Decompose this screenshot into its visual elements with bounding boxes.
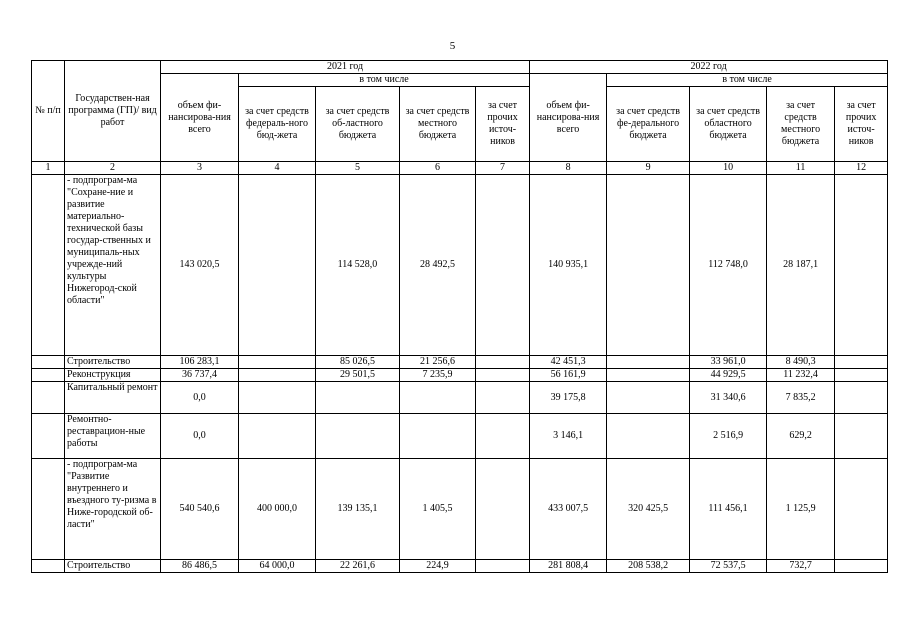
- header-2021-including: в том числе: [239, 74, 530, 87]
- header-2021-federal: за счет средств федераль-ного бюд-жета: [239, 87, 316, 162]
- row-number-cell: [32, 560, 65, 573]
- col-num-cell: 12: [835, 162, 888, 175]
- value-cell: [476, 459, 530, 560]
- value-cell: [476, 414, 530, 459]
- work-type-cell: Реконструкция: [65, 369, 161, 382]
- value-cell: 281 808,4: [530, 560, 607, 573]
- col-num-cell: 6: [400, 162, 476, 175]
- value-cell: 114 528,0: [316, 175, 400, 356]
- value-cell: [476, 175, 530, 356]
- col-num-cell: 3: [161, 162, 239, 175]
- value-cell: 28 492,5: [400, 175, 476, 356]
- value-cell: [239, 356, 316, 369]
- value-cell: [607, 175, 690, 356]
- work-type-cell: Ремонтно-реставрацион-ные работы: [65, 414, 161, 459]
- value-cell: 44 929,5: [690, 369, 767, 382]
- table-body: [32, 61, 888, 573]
- value-cell: 11 232,4: [767, 369, 835, 382]
- value-cell: 64 000,0: [239, 560, 316, 573]
- work-type-cell: Капитальный ремонт: [65, 382, 161, 414]
- value-cell: [835, 369, 888, 382]
- value-cell: 22 261,6: [316, 560, 400, 573]
- col-num-cell: 1: [32, 162, 65, 175]
- table-row: [32, 356, 888, 369]
- col-num-cell: 4: [239, 162, 316, 175]
- value-cell: 56 161,9: [530, 369, 607, 382]
- value-cell: 42 451,3: [530, 356, 607, 369]
- value-cell: [607, 414, 690, 459]
- table-row: [32, 382, 888, 414]
- table-row: [32, 560, 888, 573]
- value-cell: [239, 175, 316, 356]
- value-cell: 86 486,5: [161, 560, 239, 573]
- value-cell: 33 961,0: [690, 356, 767, 369]
- value-cell: [835, 459, 888, 560]
- value-cell: [835, 356, 888, 369]
- header-2022-federal: за счет средств фе-дерального бюджета: [607, 87, 690, 162]
- header-2022-including: в том числе: [607, 74, 888, 87]
- value-cell: [239, 414, 316, 459]
- value-cell: [607, 382, 690, 414]
- value-cell: 320 425,5: [607, 459, 690, 560]
- column-number-row: [32, 162, 888, 175]
- row-number-cell: [32, 382, 65, 414]
- work-type-cell: Строительство: [65, 560, 161, 573]
- work-type-cell: - подпрограм-ма "Сохране-ние и развитие материально-технической базы государ-ственных и муниципаль-ных учрежде-ний культуры Нижегород-ской области": [65, 175, 161, 356]
- work-type-cell: - подпрограм-ма "Развитие внутреннего и въездного ту-ризма в Ниже-городской об-ласти": [65, 459, 161, 560]
- table-row: [32, 175, 888, 356]
- value-cell: 629,2: [767, 414, 835, 459]
- value-cell: 28 187,1: [767, 175, 835, 356]
- value-cell: 29 501,5: [316, 369, 400, 382]
- value-cell: 732,7: [767, 560, 835, 573]
- value-cell: [316, 414, 400, 459]
- header-2022-local: за счет средств местного бюджета: [767, 87, 835, 162]
- value-cell: [400, 382, 476, 414]
- value-cell: 7 235,9: [400, 369, 476, 382]
- row-number-cell: [32, 369, 65, 382]
- value-cell: 540 540,6: [161, 459, 239, 560]
- row-number-cell: [32, 356, 65, 369]
- header-row-including: [32, 74, 888, 87]
- header-2022-other: за счет прочих источ-ников: [835, 87, 888, 162]
- value-cell: [835, 414, 888, 459]
- value-cell: [476, 369, 530, 382]
- col-num-cell: 11: [767, 162, 835, 175]
- value-cell: 36 737,4: [161, 369, 239, 382]
- table-row: [32, 414, 888, 459]
- header-2021-other: за счет прочих источ-ников: [476, 87, 530, 162]
- header-num: № п/п: [32, 61, 65, 162]
- col-num-cell: 10: [690, 162, 767, 175]
- col-num-cell: 9: [607, 162, 690, 175]
- value-cell: 31 340,6: [690, 382, 767, 414]
- row-number-cell: [32, 414, 65, 459]
- value-cell: 1 405,5: [400, 459, 476, 560]
- header-2021-regional: за счет средств об-ластного бюджета: [316, 87, 400, 162]
- value-cell: [476, 560, 530, 573]
- value-cell: 8 490,3: [767, 356, 835, 369]
- col-num-cell: 5: [316, 162, 400, 175]
- table-row: [32, 459, 888, 560]
- work-type-cell: Строительство: [65, 356, 161, 369]
- header-2021-local: за счет средств местного бюджета: [400, 87, 476, 162]
- value-cell: 0,0: [161, 382, 239, 414]
- col-num-cell: 2: [65, 162, 161, 175]
- header-program: Государствен-ная программа (ГП)/ вид работ: [65, 61, 161, 162]
- header-row-years: [32, 61, 888, 74]
- financing-table: [31, 60, 888, 573]
- header-2022-regional: за счет средств областного бюджета: [690, 87, 767, 162]
- table-row: [32, 369, 888, 382]
- value-cell: [239, 369, 316, 382]
- value-cell: 85 026,5: [316, 356, 400, 369]
- value-cell: [400, 414, 476, 459]
- value-cell: 224,9: [400, 560, 476, 573]
- value-cell: 39 175,8: [530, 382, 607, 414]
- value-cell: [607, 369, 690, 382]
- value-cell: 21 256,6: [400, 356, 476, 369]
- value-cell: 143 020,5: [161, 175, 239, 356]
- value-cell: [316, 382, 400, 414]
- value-cell: 2 516,9: [690, 414, 767, 459]
- col-num-cell: 7: [476, 162, 530, 175]
- value-cell: 1 125,9: [767, 459, 835, 560]
- header-year-2021: 2021 год: [161, 61, 530, 74]
- header-2021-total: объем фи-нансирова-ния всего: [161, 74, 239, 162]
- value-cell: [239, 382, 316, 414]
- value-cell: 0,0: [161, 414, 239, 459]
- value-cell: [835, 175, 888, 356]
- value-cell: 7 835,2: [767, 382, 835, 414]
- row-number-cell: [32, 175, 65, 356]
- page-number: 5: [449, 40, 456, 52]
- value-cell: 72 537,5: [690, 560, 767, 573]
- value-cell: 111 456,1: [690, 459, 767, 560]
- value-cell: 208 538,2: [607, 560, 690, 573]
- value-cell: [476, 356, 530, 369]
- value-cell: [476, 382, 530, 414]
- value-cell: [607, 356, 690, 369]
- col-num-cell: 8: [530, 162, 607, 175]
- value-cell: 400 000,0: [239, 459, 316, 560]
- value-cell: 106 283,1: [161, 356, 239, 369]
- value-cell: 112 748,0: [690, 175, 767, 356]
- header-year-2022: 2022 год: [530, 61, 888, 74]
- row-number-cell: [32, 459, 65, 560]
- value-cell: [835, 560, 888, 573]
- value-cell: [835, 382, 888, 414]
- header-2022-total: объем фи-нансирова-ния всего: [530, 74, 607, 162]
- value-cell: 139 135,1: [316, 459, 400, 560]
- value-cell: 140 935,1: [530, 175, 607, 356]
- value-cell: 3 146,1: [530, 414, 607, 459]
- value-cell: 433 007,5: [530, 459, 607, 560]
